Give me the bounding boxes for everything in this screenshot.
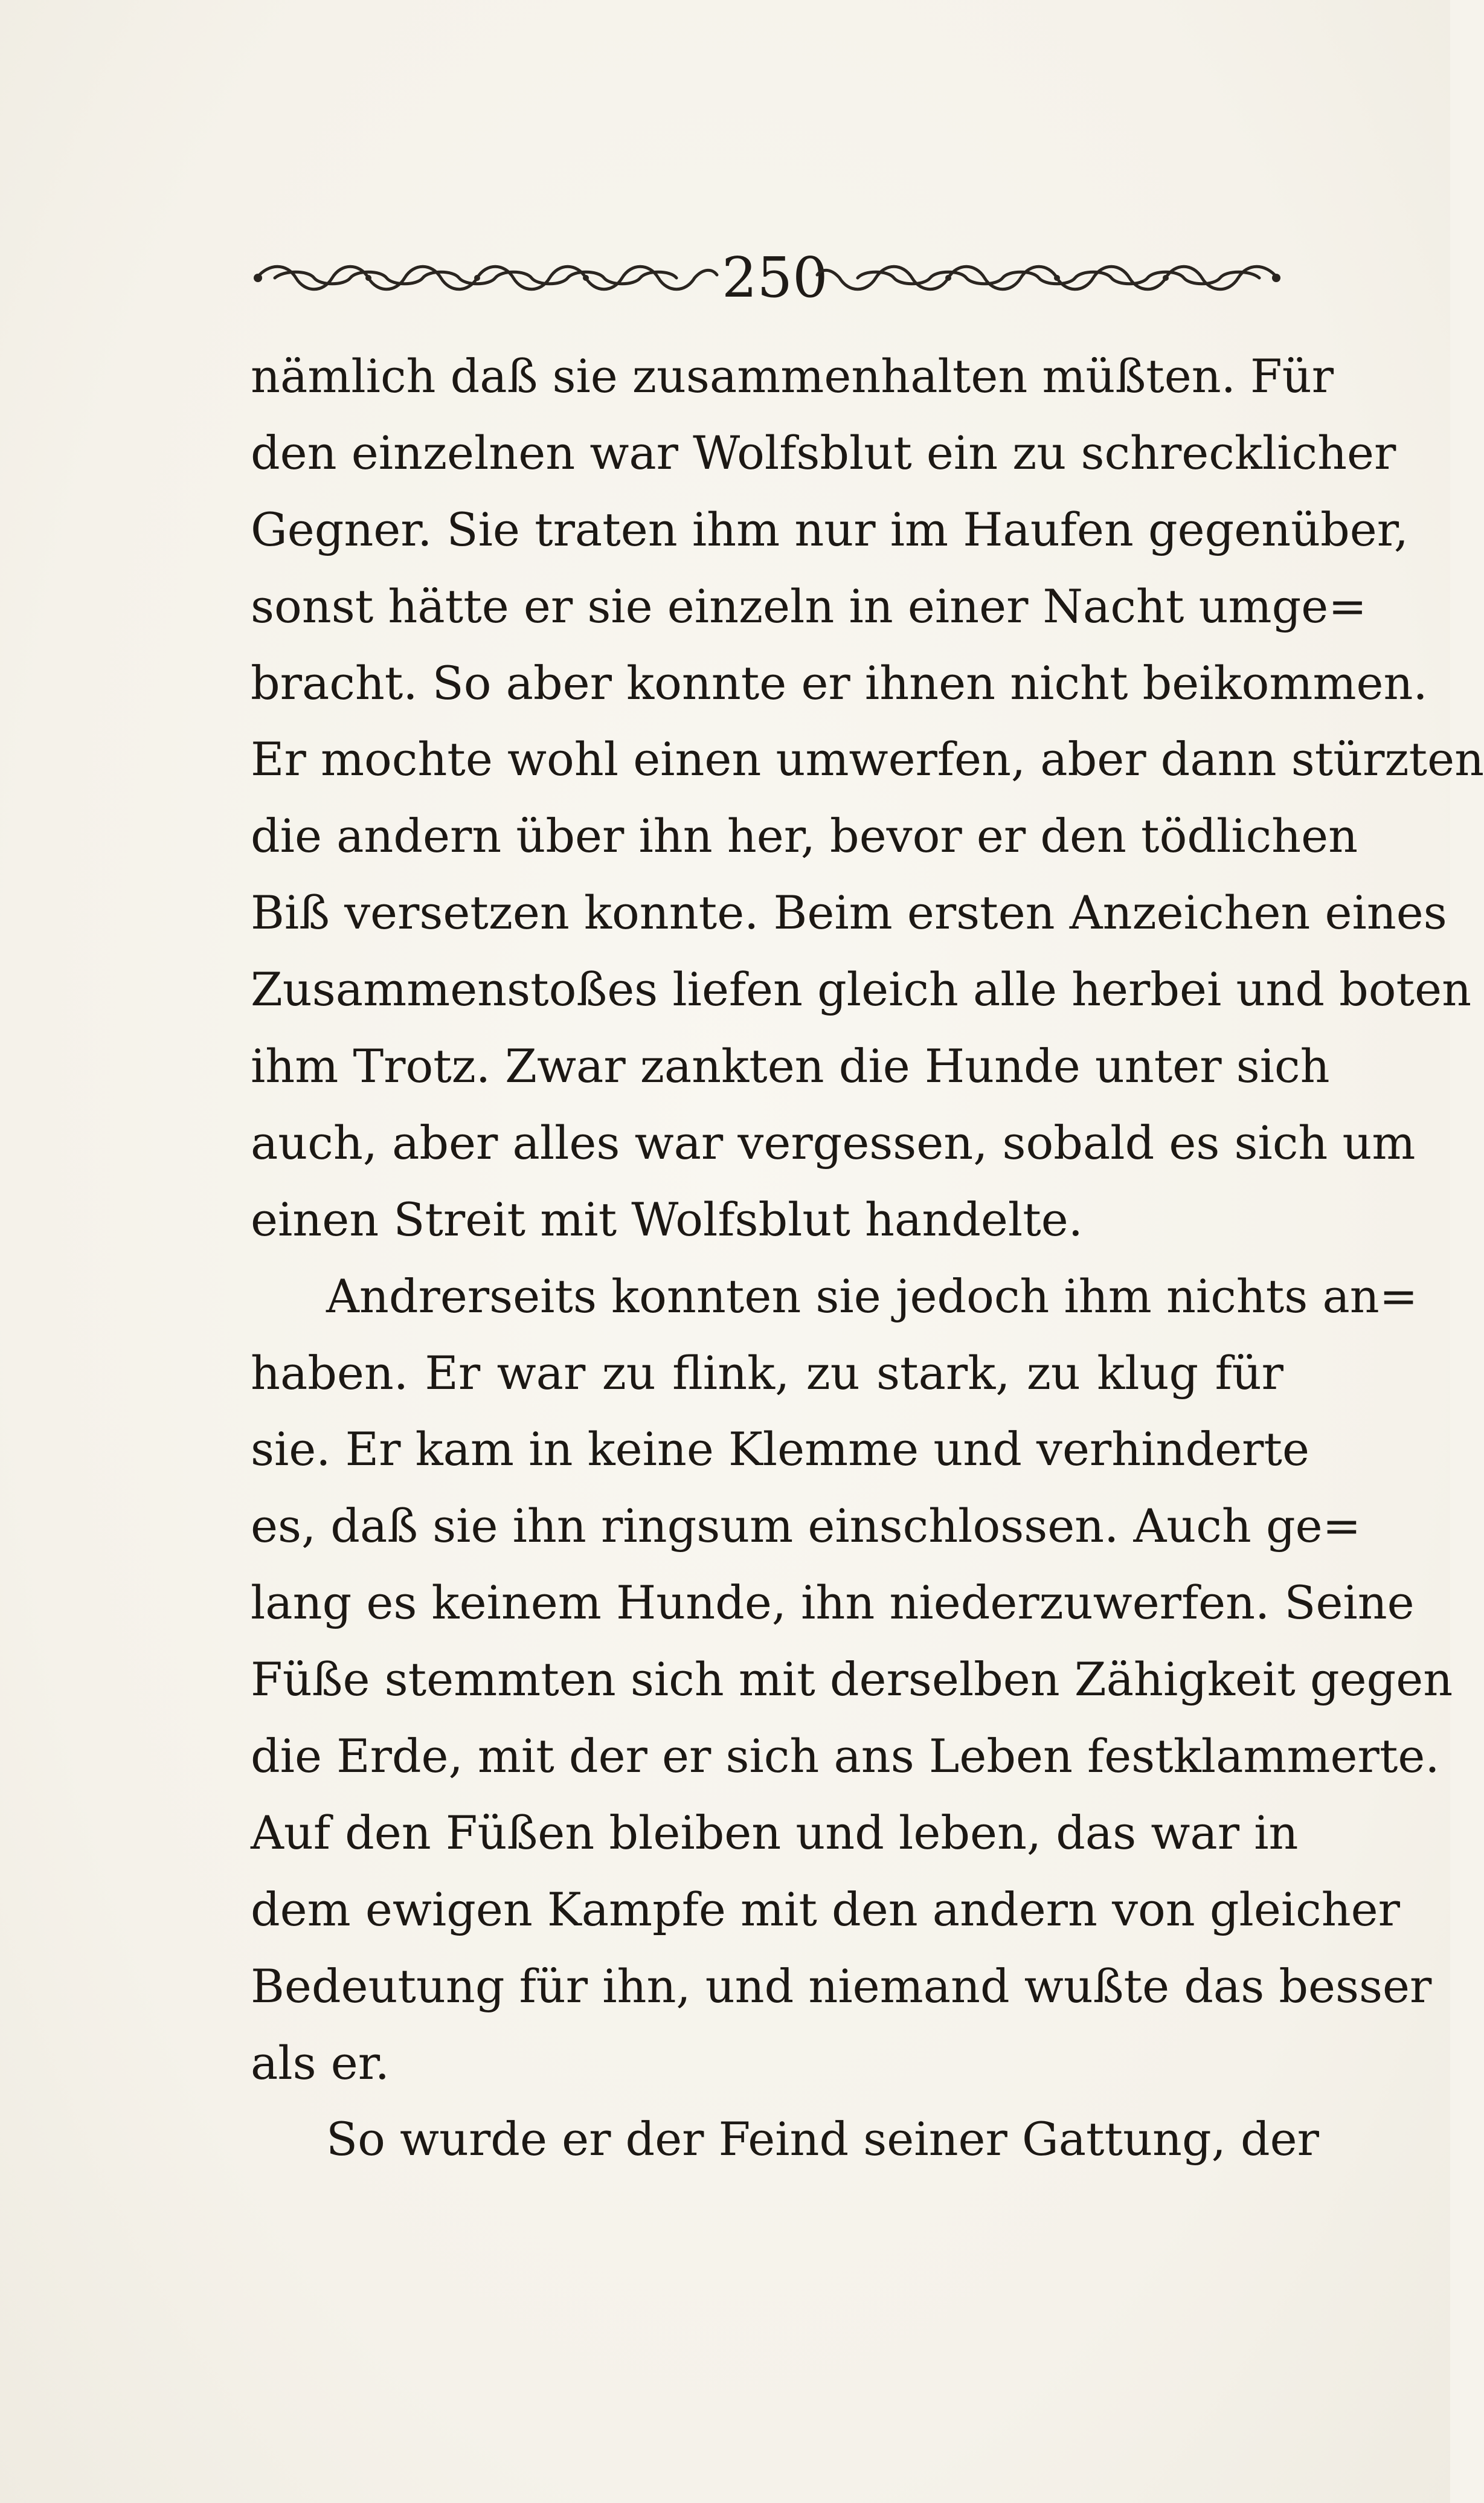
text-line: nämlich daß sie zusammenhalten müßten. Für	[251, 349, 1334, 403]
text-line: Zusammenstoßes liefen gleich alle herbei und boten	[251, 962, 1472, 1017]
text-line: bracht. So aber konnte er ihnen nicht beikommen.	[251, 656, 1428, 710]
text-line: als er.	[251, 2035, 390, 2090]
text-line: lang es keinem Hunde, ihn niederzuwerfen. Seine	[251, 1576, 1415, 1630]
text-line: Bedeutung für ihn, und niemand wußte das besser	[251, 1959, 1432, 2013]
text-line: dem ewigen Kampfe mit den andern von gleicher	[251, 1882, 1400, 1936]
text-line: einen Streit mit Wolfsblut handelte.	[251, 1192, 1083, 1246]
text-line: Andrerseits konnten sie jedoch ihm nichts an=	[326, 1269, 1418, 1323]
page-number: 250	[722, 245, 828, 310]
left-scroll-ornament	[251, 257, 722, 299]
paragraph	[251, 1258, 1453, 2102]
text-line: Auf den Füßen bleiben und leben, das war in	[251, 1805, 1299, 1860]
text-line: ihm Trotz. Zwar zankten die Hunde unter sich	[251, 1039, 1330, 1094]
text-line: sonst hätte er sie einzeln in einer Nacht umge=	[251, 579, 1367, 633]
text-line: So wurde er der Feind seiner Gattung, der	[326, 2112, 1319, 2166]
text-line: sie. Er kam in keine Klemme und verhinderte	[251, 1422, 1309, 1477]
text-line: haben. Er war zu flink, zu stark, zu klug für	[251, 1345, 1283, 1400]
text-line: Gegner. Sie traten ihm nur im Haufen gegenüber,	[251, 502, 1409, 556]
text-line: die andern über ihn her, bevor er den tödlichen	[251, 809, 1358, 863]
text-line: Biß versetzen konnte. Beim ersten Anzeichen eines	[251, 886, 1447, 940]
paragraph	[251, 338, 1484, 1258]
body-text	[251, 338, 1484, 2178]
text-line: die Erde, mit der er sich ans Leben festklammerte.	[251, 1729, 1440, 1783]
text-line: Füße stemmten sich mit derselben Zähigkeit gegen	[251, 1652, 1453, 1707]
text-line: den einzelnen war Wolfsblut ein zu schrecklicher	[251, 425, 1396, 480]
text-line: es, daß sie ihn ringsum einschlossen. Auch ge=	[251, 1499, 1361, 1553]
text-line: Er mochte wohl einen umwerfen, aber dann stürzten	[251, 732, 1484, 787]
page-header	[251, 239, 1283, 317]
paragraph	[251, 2101, 1319, 2178]
right-scroll-ornament	[812, 257, 1283, 299]
text-line: auch, aber alles war vergessen, sobald es sich um	[251, 1115, 1416, 1170]
